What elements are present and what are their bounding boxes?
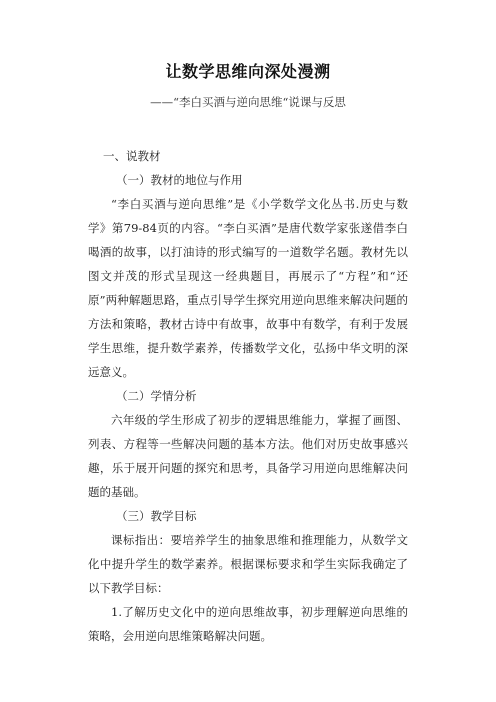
document-body bbox=[88, 144, 408, 648]
paragraph: 课标指出：要培养学生的抽象思维和推理能力，从数学文化中提升学生的数学素养。根据课标要求和学生实际我确定了以下教学目标： bbox=[88, 533, 408, 595]
document-title: 让数学思维向深处漫溯 bbox=[165, 62, 331, 81]
paragraph: 六年级的学生形成了初步的逻辑思维能力，掌握了画图、列表、方程等一些解决问题的基本方法。他们对历史故事感兴趣，乐于展开问题的探究和思考，具备学习用逆向思维解决问题的基础。 bbox=[88, 413, 408, 499]
subsection-heading: （三）教学目标 bbox=[116, 509, 197, 523]
subsection-heading: （二）学情分析 bbox=[116, 389, 197, 403]
subsection-heading: （一）教材的地位与作用 bbox=[116, 173, 243, 187]
paragraph: 1.了解历史文化中的逆向思维故事，初步理解逆向思维的策略，会用逆向思维策略解决问题。 bbox=[88, 605, 408, 643]
section-heading: 一、说教材 bbox=[103, 149, 161, 163]
document-subtitle: ——“李白买酒与逆向思维“说课与反思 bbox=[150, 95, 346, 109]
paragraph: “李白买酒与逆向思维”是《小学数学文化丛书.历史与数学》第79-84页的内容。“李白买酒”是唐代数学家张遂借李白喝酒的故事，以打油诗的形式编写的一道数学名题。教材先以图文并茂的形式呈现这一经典题目，再展示了“方程”和“还原”两种解题思路，重点引导学生探究用逆向思维来解决问题的方法和策略，教材古诗中有故事，故事中有数学，有利于发展学生思维，提升数学素养，传播数学文化，弘扬中华文明的深远意义。 bbox=[88, 197, 408, 379]
